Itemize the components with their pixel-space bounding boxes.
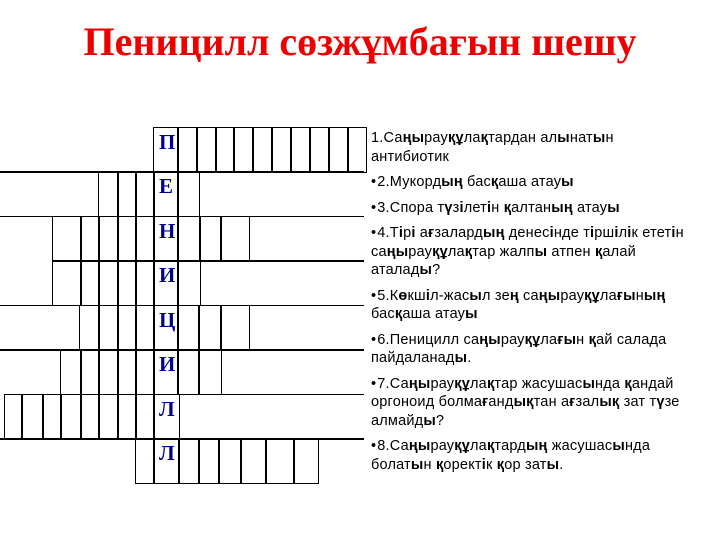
crossword-cell: [265, 438, 295, 484]
crossword-cell: [252, 127, 273, 173]
question-item: •4.Тірі ағзалардың денесінде тіршілік ететін саңырауқұлақтар жалпы атпен қалай аталады?: [371, 225, 684, 278]
crossword-cell: [177, 260, 201, 306]
crossword-cell: [153, 349, 179, 395]
bullet-marker: •: [371, 199, 377, 216]
crossword-cell: [98, 216, 119, 262]
crossword-cell: [153, 216, 179, 262]
question-item: •5.Көкшіл-жасыл зең саңырауқұлағының басқаша атауы: [371, 287, 666, 322]
crossword-cell: [177, 216, 201, 262]
bullet-marker: •: [371, 375, 377, 392]
crossword-cell: [293, 438, 319, 484]
crossword-cell: [218, 438, 242, 484]
crossword-cell: [98, 349, 119, 395]
crossword-letter: И: [159, 263, 176, 287]
crossword-cell: [98, 305, 119, 351]
crossword-cell: [153, 171, 179, 217]
crossword-cell: [80, 216, 100, 262]
question-list: [371, 129, 705, 481]
crossword-cell: [135, 260, 155, 306]
crossword-cell: [98, 394, 119, 440]
crossword-cell: [80, 260, 100, 306]
crossword-letter: Л: [159, 441, 175, 465]
question-item: 1.Саңырауқұлақтардан алынатын антибиотик: [371, 130, 614, 165]
crossword-cell: [21, 394, 44, 440]
bullet-marker: •: [371, 331, 377, 348]
crossword-cell: [196, 127, 217, 173]
crossword-cell: [328, 127, 349, 173]
crossword-cell: [177, 171, 200, 217]
page-title: Пеницилл сөзжұмбағын шешу: [83, 19, 637, 64]
grid-line: [0, 305, 364, 307]
bullet-marker: •: [371, 287, 377, 304]
crossword-cell: [60, 394, 82, 440]
grid-line: [4, 394, 364, 396]
crossword-letter: Н: [159, 218, 176, 243]
crossword-letter: П: [159, 130, 176, 154]
crossword-cell: [117, 260, 137, 306]
crossword-cell: [135, 171, 155, 217]
crossword-letter: Е: [159, 174, 174, 198]
crossword-cell: [117, 349, 137, 395]
crossword-cell: [198, 349, 222, 395]
question-item: •8.Саңырауқұлақтардың жасушасында болатын қоректік қор заты.: [371, 438, 651, 473]
crossword-letter: И: [159, 352, 176, 376]
crossword-cell: [4, 394, 23, 440]
crossword-cell: [80, 394, 100, 440]
grid-line: [0, 216, 364, 218]
crossword-cell: [135, 349, 155, 395]
bullet-marker: •: [371, 174, 377, 190]
crossword-cell: [98, 260, 119, 306]
crossword-cell: [309, 127, 330, 173]
crossword-cell: [60, 349, 82, 395]
crossword-cell: [117, 171, 137, 217]
question-item: •7.Саңырауқұлақтар жасушасында қандай оргоноид болмағандықтан ағзалық зат түзе алмайды?: [371, 375, 680, 429]
crossword-cell: [153, 394, 180, 440]
crossword-cell: [79, 305, 100, 351]
bullet-marker: •: [371, 225, 377, 241]
grid-line: [0, 349, 364, 351]
crossword-cell: [215, 127, 235, 173]
crossword-cell: [290, 127, 311, 173]
crossword-letter: Ц: [159, 307, 176, 332]
crossword-cell: [271, 127, 292, 173]
crossword-cell: [52, 216, 82, 262]
crossword-cell: [220, 305, 250, 351]
question-item: •6.Пеницилл саңырауқұлағын қай салада пайдаланады.: [371, 331, 667, 366]
crossword-cell: [135, 438, 155, 484]
grid-line: [0, 171, 364, 173]
crossword-cell: [135, 305, 155, 351]
crossword-cell: [347, 127, 367, 173]
crossword-cell: [153, 305, 179, 351]
crossword-cell: [80, 349, 100, 395]
crossword-cell: [98, 171, 119, 217]
crossword-cell: [177, 305, 200, 351]
crossword-cell: [199, 216, 222, 262]
crossword-cell: [117, 216, 137, 262]
crossword-cell: [198, 438, 220, 484]
crossword-letter: Л: [159, 396, 175, 421]
crossword-cell: [240, 438, 267, 484]
crossword-cell: [117, 394, 137, 440]
crossword-cell: [177, 127, 198, 173]
crossword-cell: [233, 127, 254, 173]
crossword-cell: [135, 394, 155, 440]
grid-line: [0, 438, 364, 440]
question-item: •2.Мукордың басқаша атауы: [371, 174, 574, 190]
question-item: •3.Спора түзілетін қалтаның атауы: [371, 199, 620, 216]
crossword-cell: [178, 438, 200, 484]
crossword-cell: [153, 127, 179, 173]
crossword-cell: [117, 305, 137, 351]
crossword-cell: [52, 260, 82, 306]
crossword-cell: [198, 305, 222, 351]
bullet-marker: •: [371, 438, 377, 454]
crossword-cell: [42, 394, 62, 440]
crossword-cell: [153, 438, 180, 484]
crossword-cell: [135, 216, 155, 262]
crossword-cell: [153, 260, 179, 306]
crossword-cell: [220, 216, 250, 262]
grid-line: [52, 260, 364, 262]
crossword-cell: [177, 349, 200, 395]
